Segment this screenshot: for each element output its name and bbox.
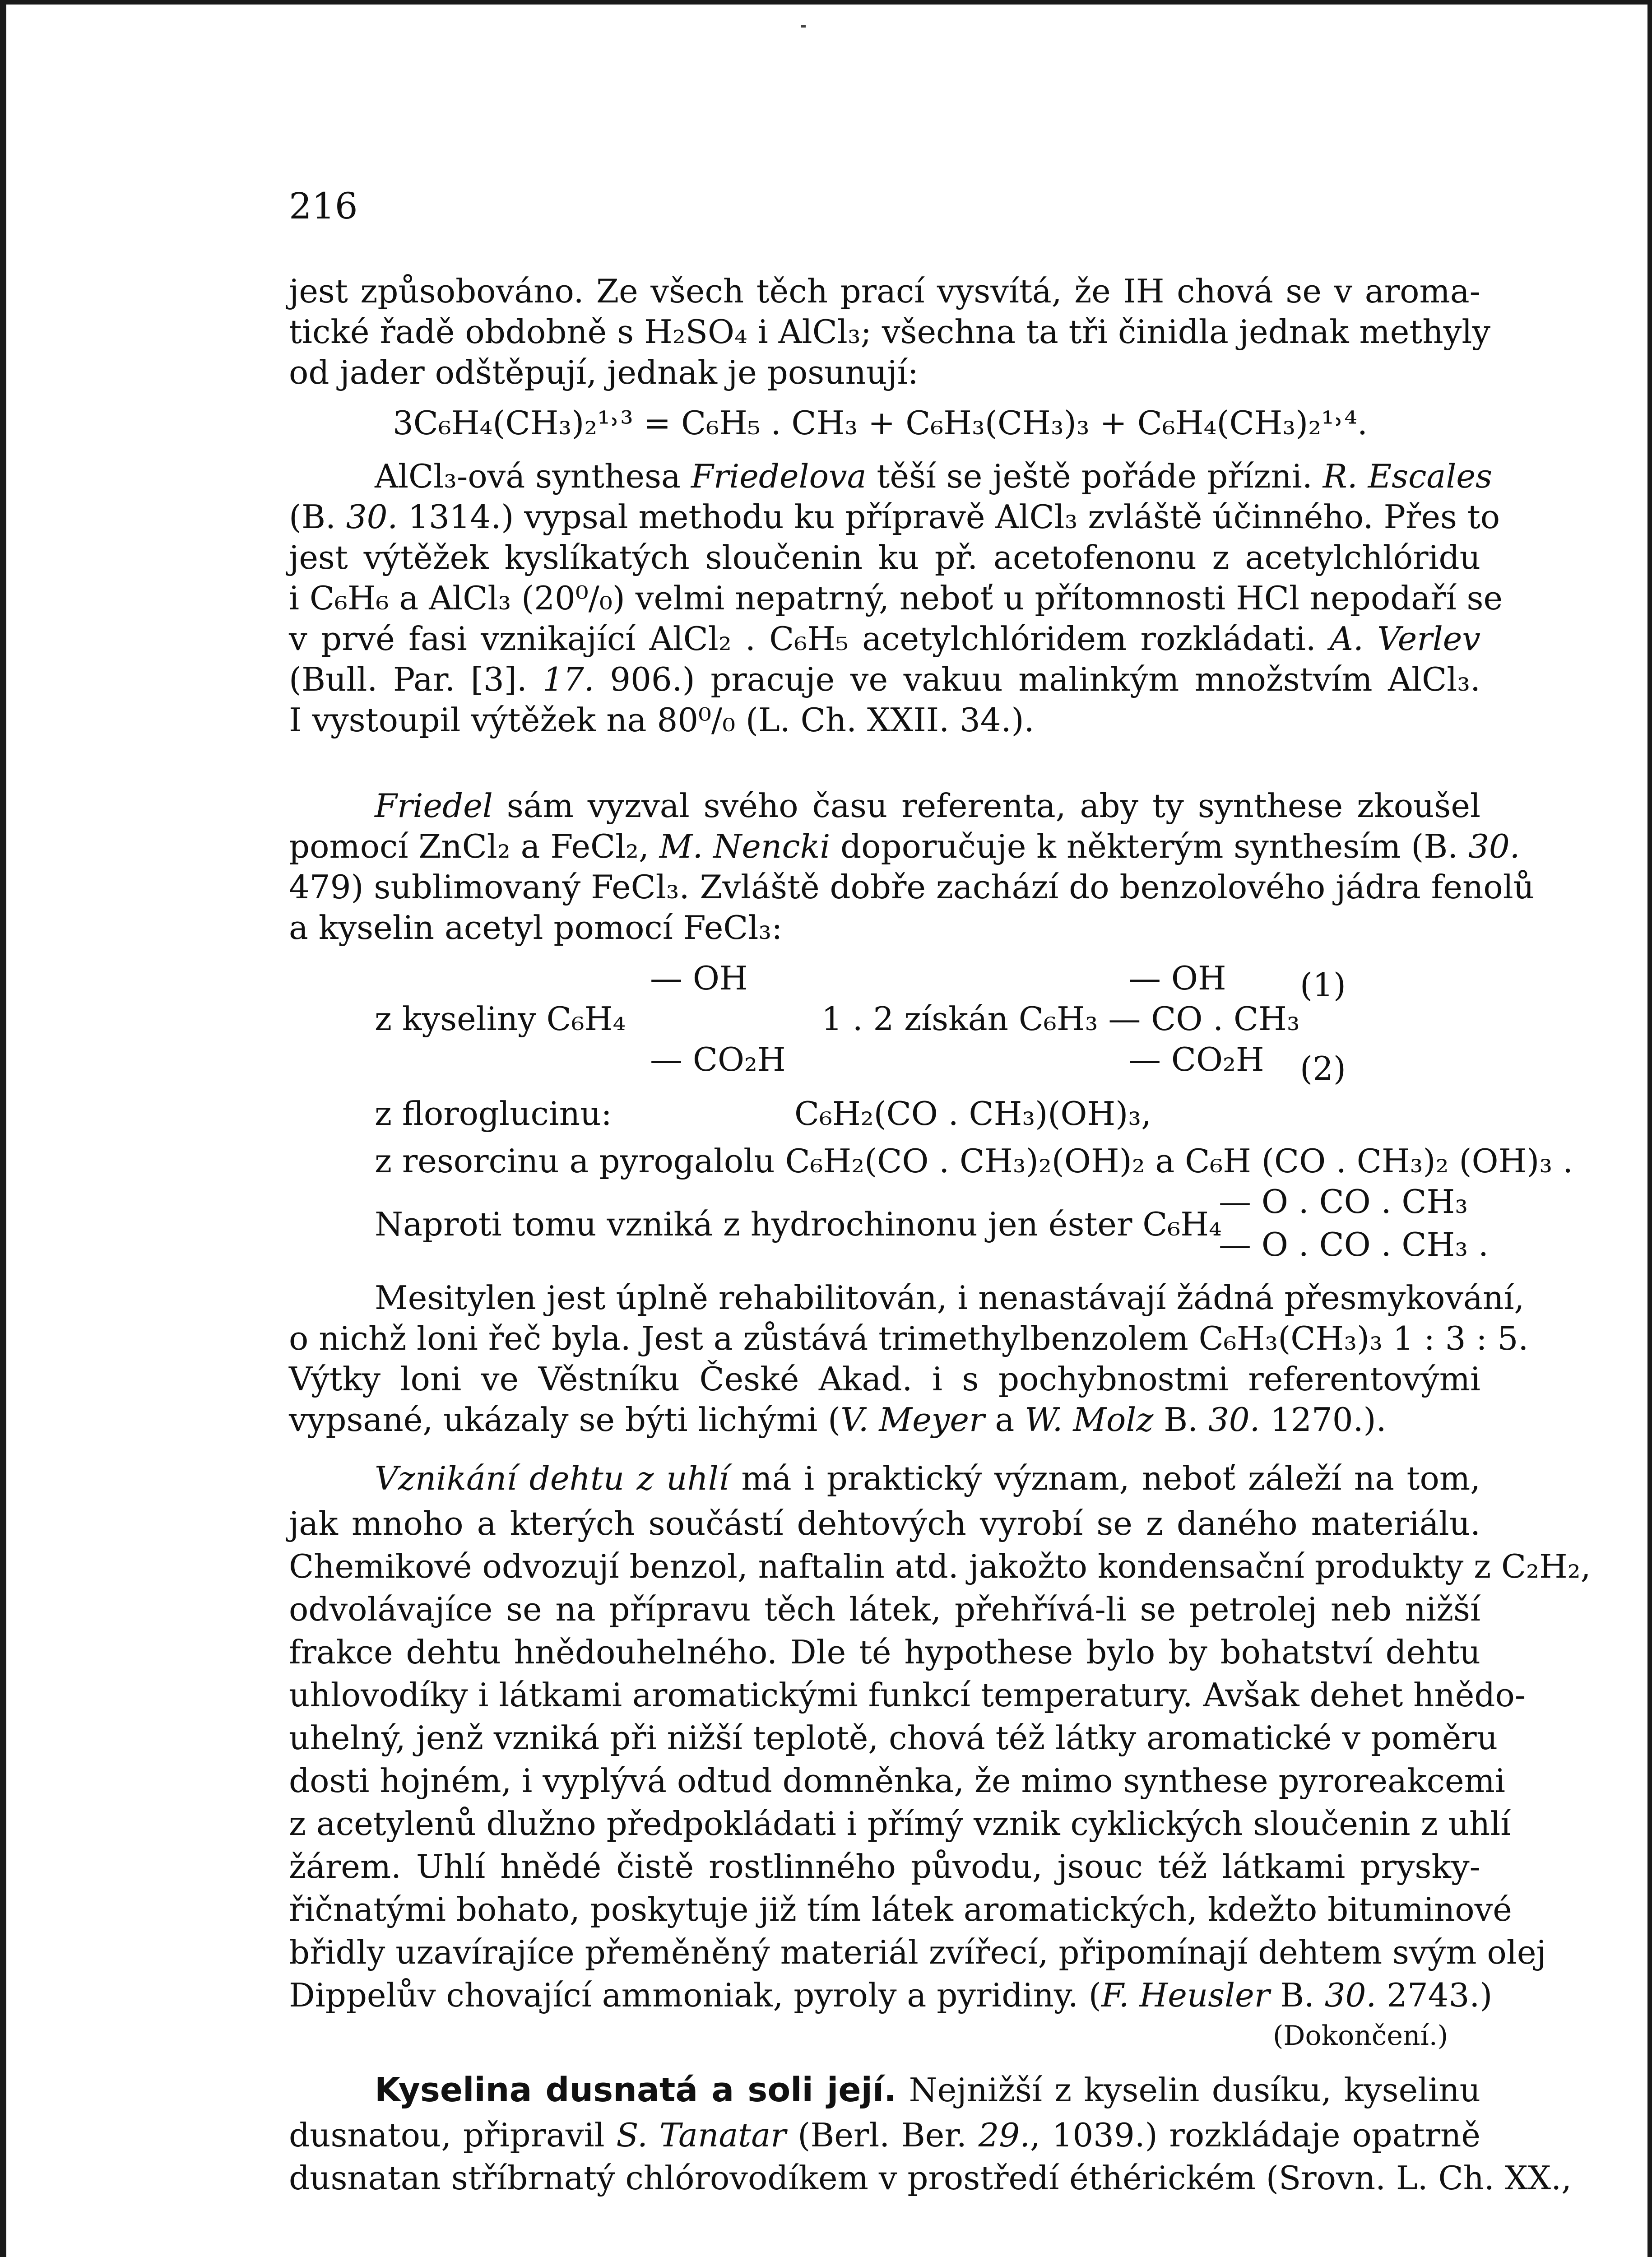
- eq2-mid: 1 . 2 získán C₆H₃ — CO . CH₃: [821, 1000, 1300, 1038]
- text-line: Chemikové odvozují benzol, naftalin atd. jakožto kondensační produkty z C₂H₂,: [289, 1547, 1591, 1585]
- eq2-number-2: (2): [1300, 1050, 1346, 1087]
- text-line: o nichž loni řeč byla. Jest a zůstává trimethylbenzolem C₆H₃(CH₃)₃ 1 : 3 : 5.: [289, 1319, 1529, 1357]
- text-line: frakce dehtu hnědouhelného. Dle té hypothese bylo by bohatství dehtu: [289, 1633, 1480, 1671]
- eq2-oh-left: — OH: [650, 959, 748, 997]
- text-line: I vystoupil výtěžek na 80⁰/₀ (L. Ch. XXII. 34.).: [289, 701, 1035, 739]
- text-line: (B. 30. 1314.) vypsal methodu ku přípravě AlCl₃ zvláště účinného. Přes to: [289, 498, 1500, 536]
- text-line: odvolávajíce se na přípravu těch látek, přehřívá-li se petrolej neb nižší: [289, 1590, 1480, 1628]
- eq2-co2h-left: — CO₂H: [650, 1040, 786, 1078]
- eq2-co2h-right: — CO₂H: [1128, 1040, 1264, 1078]
- scan-speck: [801, 25, 806, 28]
- eq5-bottom: — O . CO . CH₃ .: [1219, 1226, 1489, 1263]
- text-line: břidly uzavírajíce přeměněný materiál zvířecí, připomínají dehtem svým olej: [289, 1933, 1546, 1971]
- text-line: dosti hojném, i vyplývá odtud domněnka, že mimo synthese pyroreakcemi: [289, 1762, 1505, 1800]
- text-line: Mesitylen jest úplně rehabilitován, i nenastávají žádná přesmykování,: [375, 1279, 1525, 1317]
- eq4: z resorcinu a pyrogalolu C₆H₂(CO . CH₃)₂(OH)₂ a C₆H (CO . CH₃)₂ (OH)₃ .: [375, 1142, 1573, 1180]
- text-line: tické řadě obdobně s H₂SO₄ i AlCl₃; všechna ta tři činidla jednak methyly: [289, 313, 1491, 351]
- text-line: jak mnoho a kterých součástí dehtových vyrobí se z daného materiálu.: [289, 1505, 1480, 1542]
- text-line: jest způsobováno. Ze všech těch prací vysvítá, že IH chová se v aroma-: [289, 272, 1480, 310]
- text-line: AlCl₃-ová synthesa Friedelova těší se ještě pořáde přízni. R. Escales: [375, 457, 1492, 495]
- text-line: od jader odštěpují, jednak je posunují:: [289, 353, 919, 391]
- scan-edge-right: [1647, 0, 1652, 2257]
- equation: 3C₆H₄(CH₃)₂¹˒³ = C₆H₅ . CH₃ + C₆H₃(CH₃)₃ + C₆H₄(CH₃)₂¹˒⁴.: [393, 404, 1368, 442]
- text-line: řičnatými bohato, poskytuje již tím látek aromatických, kdežto bituminové: [289, 1890, 1512, 1928]
- scan-edge-left: [0, 0, 6, 2257]
- text-line: a kyselin acetyl pomocí FeCl₃:: [289, 909, 783, 947]
- eq5-top: — O . CO . CH₃: [1219, 1183, 1468, 1221]
- text-line: vypsané, ukázaly se býti lichými (V. Meyer a W. Molz B. 30. 1270.).: [289, 1401, 1387, 1439]
- text-line: v prvé fasi vznikající AlCl₂ . C₆H₅ acetylchlóridem rozkládati. A. Verlev: [289, 620, 1481, 658]
- text-line: z acetylenů dlužno předpokládati i přímý vznik cyklických sloučenin z uhlí: [289, 1805, 1511, 1843]
- text-line: Výtky loni ve Věstníku České Akad. i s pochybnostmi referentovými: [289, 1360, 1480, 1398]
- text-line: Kyselina dusnatá a soli její. Nejnižší z kyselin dusíku, kyselinu: [375, 2071, 1480, 2109]
- text-line: uhelný, jenž vzniká při nižší teplotě, chová též látky aromatické v poměru: [289, 1719, 1498, 1757]
- scan-edge-top: [0, 0, 1652, 5]
- page-number: 216: [289, 185, 358, 227]
- eq2-oh-right: — OH: [1128, 959, 1226, 997]
- text-line: Friedel sám vyzval svého času referenta, aby ty synthese zkoušel: [375, 787, 1480, 825]
- text-line: Dippelův chovající ammoniak, pyroly a pyridiny. (F. Heusler B. 30. 2743.): [289, 1976, 1493, 2014]
- text-line: i C₆H₆ a AlCl₃ (20⁰/₀) velmi nepatrný, neboť u přítomnosti HCl nepodaří se: [289, 579, 1503, 617]
- text-line: Vznikání dehtu z uhlí má i praktický význam, neboť záleží na tom,: [375, 1459, 1481, 1497]
- eq3-lead: z floroglucinu:: [375, 1095, 612, 1133]
- eq5-text: Naproti tomu vzniká z hydrochinonu jen éster C₆H₄: [375, 1205, 1222, 1243]
- text-line: pomocí ZnCl₂ a FeCl₂, M. Nencki doporučuje k některým synthesím (B. 30.: [289, 827, 1520, 865]
- eq3-formula: C₆H₂(CO . CH₃)(OH)₃,: [794, 1095, 1152, 1133]
- eq2-lead: z kyseliny C₆H₄: [375, 1000, 626, 1038]
- text-line: dusnatou, připravil S. Tanatar (Berl. Ber. 29., 1039.) rozkládaje opatrně: [289, 2116, 1481, 2154]
- eq2-number-1: (1): [1300, 966, 1346, 1004]
- continuation-note: (Dokončení.): [1273, 2020, 1448, 2052]
- section-title: Kyselina dusnatá a soli její.: [375, 2071, 897, 2109]
- text-line: 479) sublimovaný FeCl₃. Zvláště dobře zachází do benzolového jádra fenolů: [289, 868, 1535, 906]
- text-line: žárem. Uhlí hnědé čistě rostlinného původu, jsouc též látkami prysky-: [289, 1848, 1480, 1885]
- text-line: dusnatan stříbrnatý chlórovodíkem v prostředí éthérickém (Srovn. L. Ch. XX.,: [289, 2159, 1572, 2197]
- text-line: jest výtěžek kyslíkatých sloučenin ku př. acetofenonu z acetylchlóridu: [289, 539, 1480, 576]
- text-line: (Bull. Par. [3]. 17. 906.) pracuje ve vakuu malinkým množstvím AlCl₃.: [289, 660, 1480, 698]
- text-line: uhlovodíky i látkami aromatickými funkcí temperatury. Avšak dehet hnědo-: [289, 1676, 1526, 1714]
